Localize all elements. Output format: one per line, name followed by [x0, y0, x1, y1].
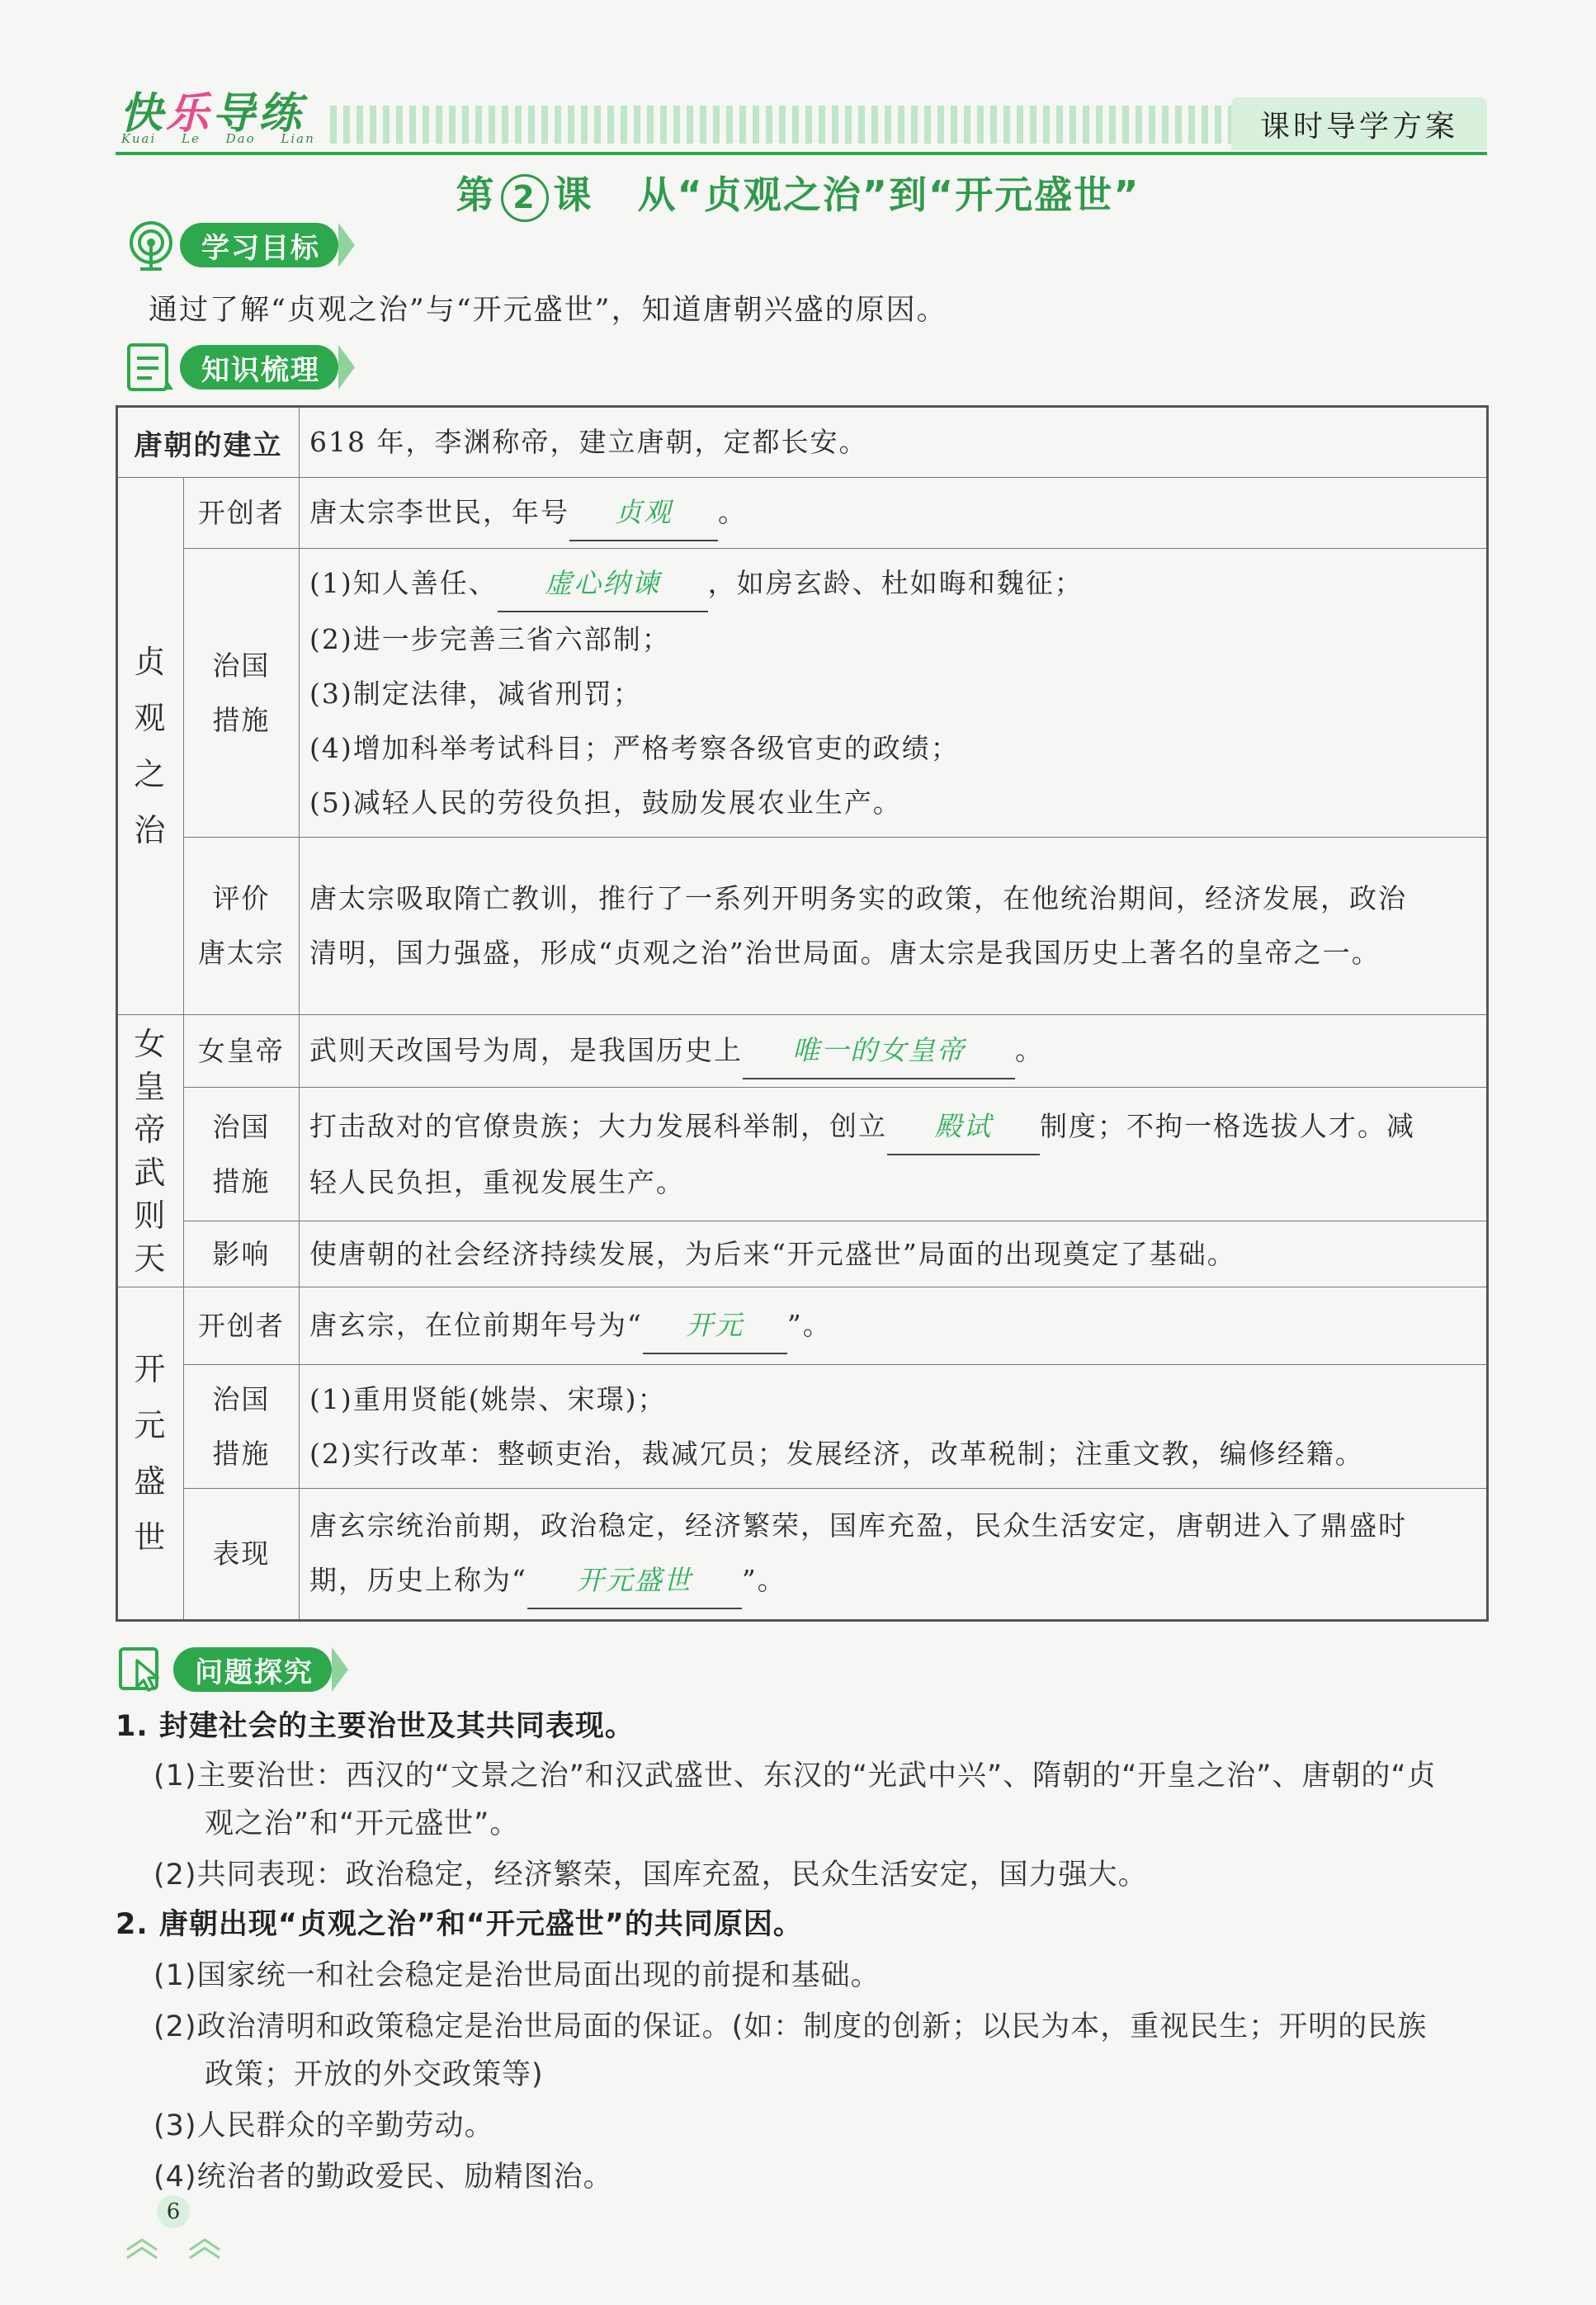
wuzetian-label: 女 皇 帝 武 则 天: [117, 1015, 184, 1287]
brand-pinyin: Kuai Le Dao Lian: [121, 131, 315, 146]
wzt-empress-label: 女皇帝: [183, 1015, 299, 1088]
lesson-title: 第 2 课 从“贞观之治”到“开元盛世”: [0, 165, 1596, 222]
q2-answer-3: (3)人民群众的辛勤劳动。: [153, 2109, 494, 2142]
ky-founder-label: 开创者: [183, 1287, 299, 1365]
table-row-ky-founder: [117, 1287, 1488, 1365]
banner-tail-icon: [338, 223, 355, 267]
zhenguan-measures-text: (1)知人善任、 虚心纳谏 ，如房玄龄、杜如晦和魏征； (2)进一步完善三省六部制； (3)制定法律，减省刑罚； (4)增加科举考试科目；严格考察各级官吏的政绩； (5)减轻人民的劳役负担，鼓励发展农业生产。: [300, 549, 1488, 838]
banner-tail-icon: [338, 345, 355, 390]
table-row-zhenguan-eval: [117, 838, 1488, 1015]
q2-answer-2: (2)政治清明和政策稳定是治世局面的保证。(如：制度的创新；以民为本，重视民生；开明的民族: [153, 2010, 1428, 2043]
header-stripes: [330, 106, 1238, 144]
ky-founder-text: 唐玄宗，在位前期年号为“ 开元 ”。: [300, 1287, 1488, 1365]
kaiyuan-label: 开 元 盛 世: [117, 1287, 184, 1621]
table-row-wzt-empress: [117, 1015, 1488, 1088]
zhenguan-measures-label: 治国 措施: [183, 549, 299, 838]
founding-label: 唐朝的建立: [117, 407, 300, 478]
banner-tail-icon: [332, 1647, 348, 1692]
page-number: 6: [157, 2195, 190, 2228]
table-row-wzt-impact: [117, 1221, 1488, 1287]
answer-blank: 开元盛世: [527, 1553, 742, 1609]
q2-answer-2-cont: 政策；开放的外交政策等): [205, 2058, 544, 2091]
question-2: 2. 唐朝出现“贞观之治”和“开元盛世”的共同原因。: [116, 1908, 803, 1941]
ky-measures-text: (1)重用贤能(姚崇、宋璟)； (2)实行改革：整顿吏治，裁减冗员；发展经济，改革税制；注重文教，编修经籍。: [300, 1365, 1488, 1489]
wzt-impact-label: 影响: [183, 1221, 299, 1287]
header-tag: 课时导学方案: [1231, 97, 1487, 150]
founding-text: 618 年，李渊称帝，建立唐朝，定都长安。: [300, 407, 1488, 478]
zhenguan-founder-text: 唐太宗李世民，年号 贞观 。: [300, 478, 1488, 549]
header-divider: [116, 152, 1487, 155]
objective-title: 学习目标: [180, 223, 338, 267]
table-row-wzt-measures: [117, 1088, 1488, 1221]
objective-section-header: [122, 216, 355, 274]
q2-answer-4: (4)统治者的勤政爱民、励精图治。: [153, 2161, 613, 2194]
brand-name: 快乐导练: [120, 89, 305, 139]
lesson-title-text: 从“贞观之治”到“开元盛世”: [637, 172, 1140, 217]
q2-answer-1: (1)国家统一和社会稳定是治世局面出现的前提和基础。: [153, 1959, 881, 1992]
wzt-impact-text: 使唐朝的社会经济持续发展，为后来“开元盛世”局面的出现奠定了基础。: [300, 1221, 1488, 1287]
q1-answer-1: (1)主要治世：西汉的“文景之治”和汉武盛世、东汉的“光武中兴”、隋朝的“开皇之治”、唐朝的“贞: [153, 1759, 1437, 1793]
zhenguan-founder-label: 开创者: [183, 478, 299, 549]
answer-blank: 贞观: [569, 485, 718, 541]
problem-section-header: [116, 1641, 348, 1698]
table-row-ky-perf: [117, 1489, 1488, 1621]
answer-blank: 开元: [643, 1298, 787, 1354]
knowledge-section-header: [122, 338, 355, 396]
wzt-measures-text: 打击敌对的官僚贵族；大力发展科举制，创立 殿试 制度；不拘一格选拔人才。减 轻人民负担，重视发展生产。: [300, 1088, 1488, 1221]
ky-perf-text: 唐玄宗统治前期，政治稳定，经济繁荣，国库充盈，民众生活安定，唐朝进入了鼎盛时 期，历史上称为“ 开元盛世 ”。: [300, 1489, 1488, 1621]
table-row-ky-measures: [117, 1365, 1488, 1489]
lesson-number-badge: 2: [501, 174, 549, 222]
table-row-zhenguan-founder: [117, 478, 1488, 549]
question-1: 1. 封建社会的主要治世及其共同表现。: [116, 1710, 635, 1743]
wzt-measures-label: 治国 措施: [183, 1088, 299, 1221]
ky-measures-label: 治国 措施: [183, 1365, 299, 1489]
wzt-empress-text: 武则天改国号为周，是我国历史上 唯一的女皇帝 。: [300, 1015, 1488, 1088]
knowledge-title: 知识梳理: [180, 345, 338, 390]
ky-perf-label: 表现: [183, 1489, 299, 1621]
zhenguan-label: 贞 观 之 治: [117, 478, 184, 1015]
document-icon: [122, 338, 180, 396]
table-row-founding: [117, 407, 1488, 478]
chevron-up-icon: [124, 2230, 223, 2263]
q1-answer-1-cont: 观之治”和“开元盛世”。: [205, 1807, 520, 1840]
problem-title: 问题探究: [173, 1647, 332, 1692]
brand-logo: [120, 78, 334, 153]
answer-blank: 虚心纳谏: [498, 556, 708, 612]
cursor-click-icon: [116, 1641, 173, 1698]
objective-text: 通过了解“贞观之治”与“开元盛世”，知道唐朝兴盛的原因。: [149, 294, 947, 327]
answer-blank: 唯一的女皇帝: [743, 1023, 1015, 1079]
table-row-zhenguan-measures: [117, 549, 1488, 838]
zhenguan-eval-label: 评价 唐太宗: [183, 838, 299, 1015]
q1-answer-2: (2)共同表现：政治稳定，经济繁荣，国库充盈，民众生活安定，国力强大。: [153, 1859, 1148, 1892]
zhenguan-eval-text: 唐太宗吸取隋亡教训，推行了一系列开明务实的政策，在他统治期间，经济发展，政治 清明，国力强盛，形成“贞观之治”治世局面。唐太宗是我国历史上著名的皇帝之一。: [300, 838, 1488, 1015]
target-icon: [122, 216, 180, 274]
knowledge-table: [116, 405, 1489, 1622]
answer-blank: 殿试: [887, 1099, 1040, 1155]
